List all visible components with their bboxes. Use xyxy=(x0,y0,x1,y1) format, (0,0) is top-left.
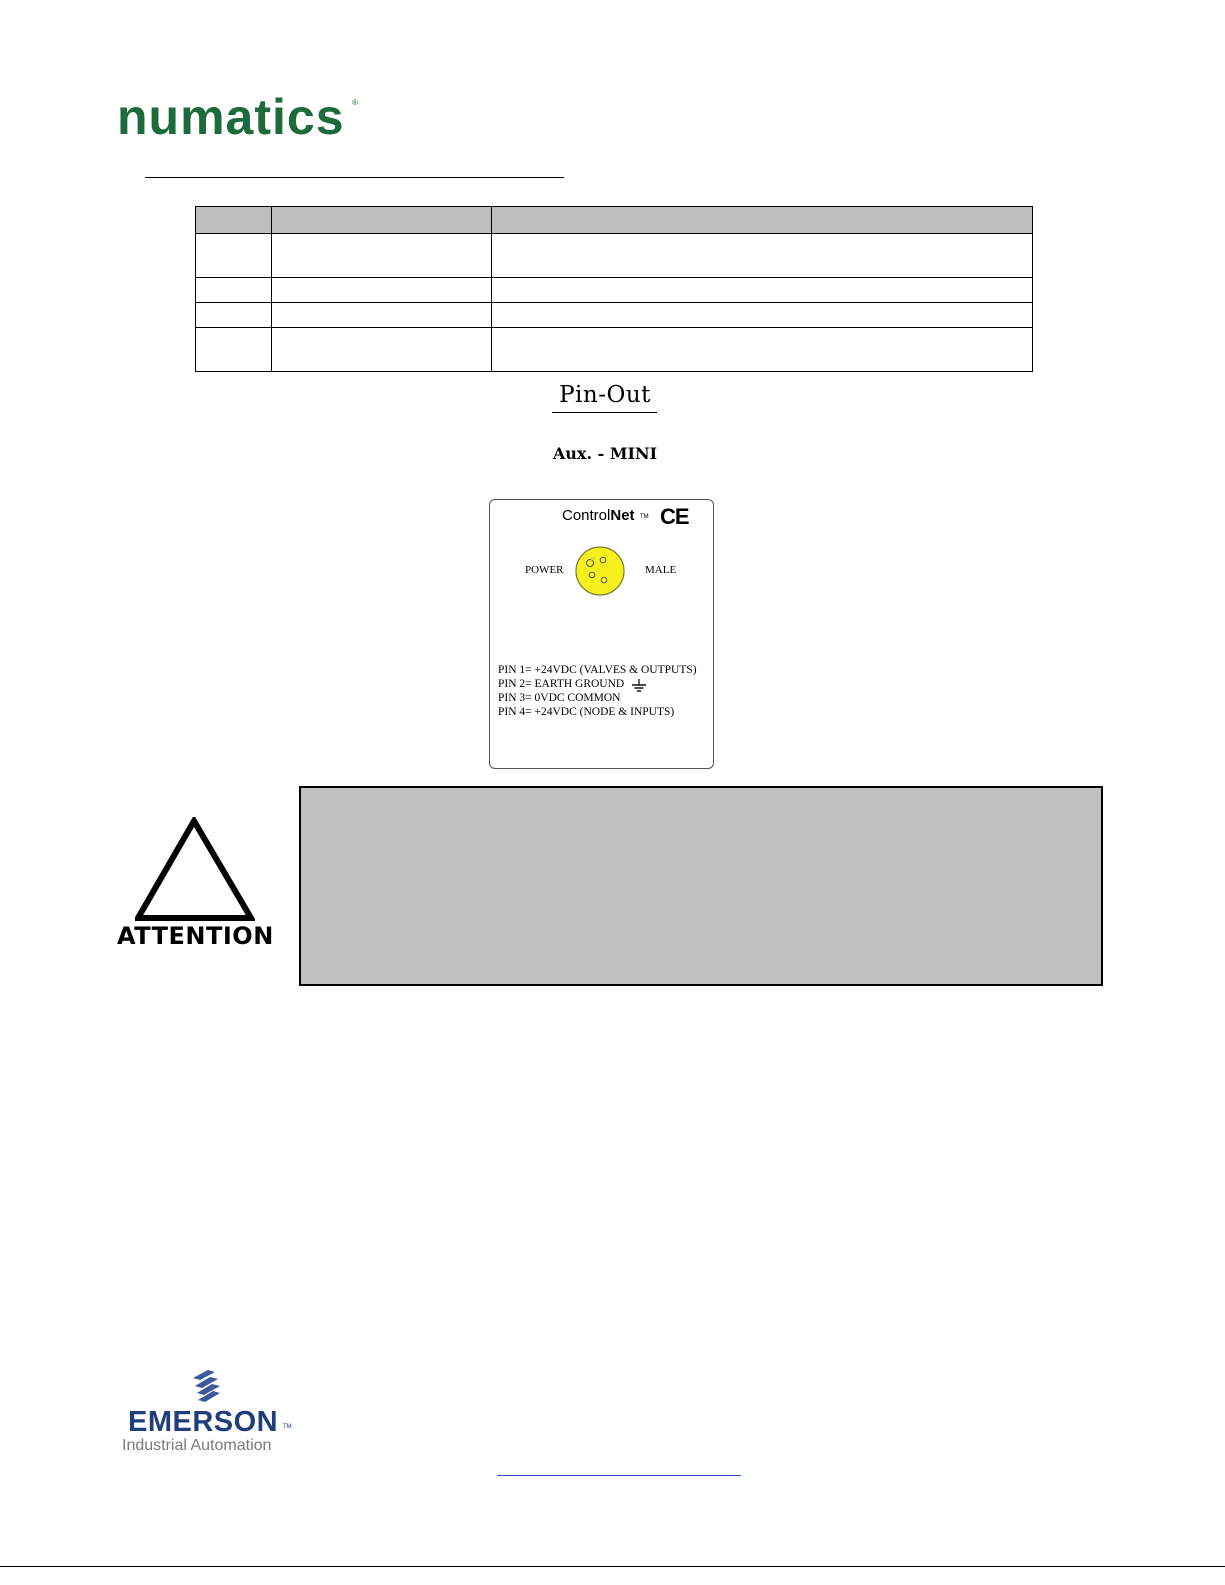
controlnet-brand-bold: Net xyxy=(610,507,635,524)
controlnet-brand-prefix: Control xyxy=(562,507,611,524)
table-cell xyxy=(196,328,272,372)
table-cell xyxy=(492,328,1033,372)
table-cell xyxy=(196,234,272,278)
emerson-trademark: TM xyxy=(283,1424,292,1430)
table-row xyxy=(196,278,1033,303)
table-row xyxy=(196,234,1033,278)
page-bottom-rule xyxy=(0,1566,1225,1567)
table-cell xyxy=(272,303,492,328)
pin-3-description: PIN 3= 0VDC COMMON xyxy=(498,692,621,704)
pin-1-description: PIN 1= +24VDC (VALVES & OUTPUTS) xyxy=(498,664,697,676)
table-cell xyxy=(272,328,492,372)
table-header-cell xyxy=(492,207,1033,234)
power-label: POWER xyxy=(525,564,564,576)
attention-label: ATTENTION xyxy=(117,922,274,950)
table-row xyxy=(196,328,1033,372)
connector-plug-icon xyxy=(573,546,627,600)
connector-label-panel xyxy=(489,499,714,769)
table-cell xyxy=(196,278,272,303)
controlnet-brand xyxy=(562,507,635,524)
attention-notice-box xyxy=(299,786,1103,986)
spec-table xyxy=(195,206,1033,372)
table-header-row xyxy=(196,207,1033,234)
warning-triangle-icon xyxy=(135,817,255,922)
table-cell xyxy=(196,303,272,328)
table-cell xyxy=(272,234,492,278)
earth-ground-icon xyxy=(630,678,648,694)
male-label: MALE xyxy=(645,564,677,576)
emerson-emblem-icon xyxy=(188,1368,224,1408)
table-cell xyxy=(492,303,1033,328)
plug-face xyxy=(576,547,624,595)
table-row xyxy=(196,303,1033,328)
table-cell xyxy=(492,234,1033,278)
pin-4-description: PIN 4= +24VDC (NODE & INPUTS) xyxy=(498,706,675,718)
pinout-title: Pin-Out xyxy=(559,382,651,408)
ce-mark-icon: CE xyxy=(660,504,689,529)
controlnet-trademark: TM xyxy=(640,514,649,520)
numatics-logo: numatics xyxy=(117,89,345,145)
pinout-title-underline xyxy=(552,412,657,413)
emerson-wordmark: EMERSON xyxy=(128,1406,279,1438)
table-header-cell xyxy=(196,207,272,234)
footer-link[interactable] xyxy=(497,1475,741,1476)
table-cell xyxy=(272,278,492,303)
plug-key xyxy=(591,557,595,560)
numatics-registered-mark: ® xyxy=(352,98,358,107)
table-header-cell xyxy=(272,207,492,234)
section-title-underline xyxy=(145,177,564,178)
connector-subtitle: Aux. - MINI xyxy=(552,444,658,463)
pin-2-description: PIN 2= EARTH GROUND xyxy=(498,678,625,690)
emerson-subtitle: Industrial Automation xyxy=(122,1437,272,1454)
table-cell xyxy=(492,278,1033,303)
